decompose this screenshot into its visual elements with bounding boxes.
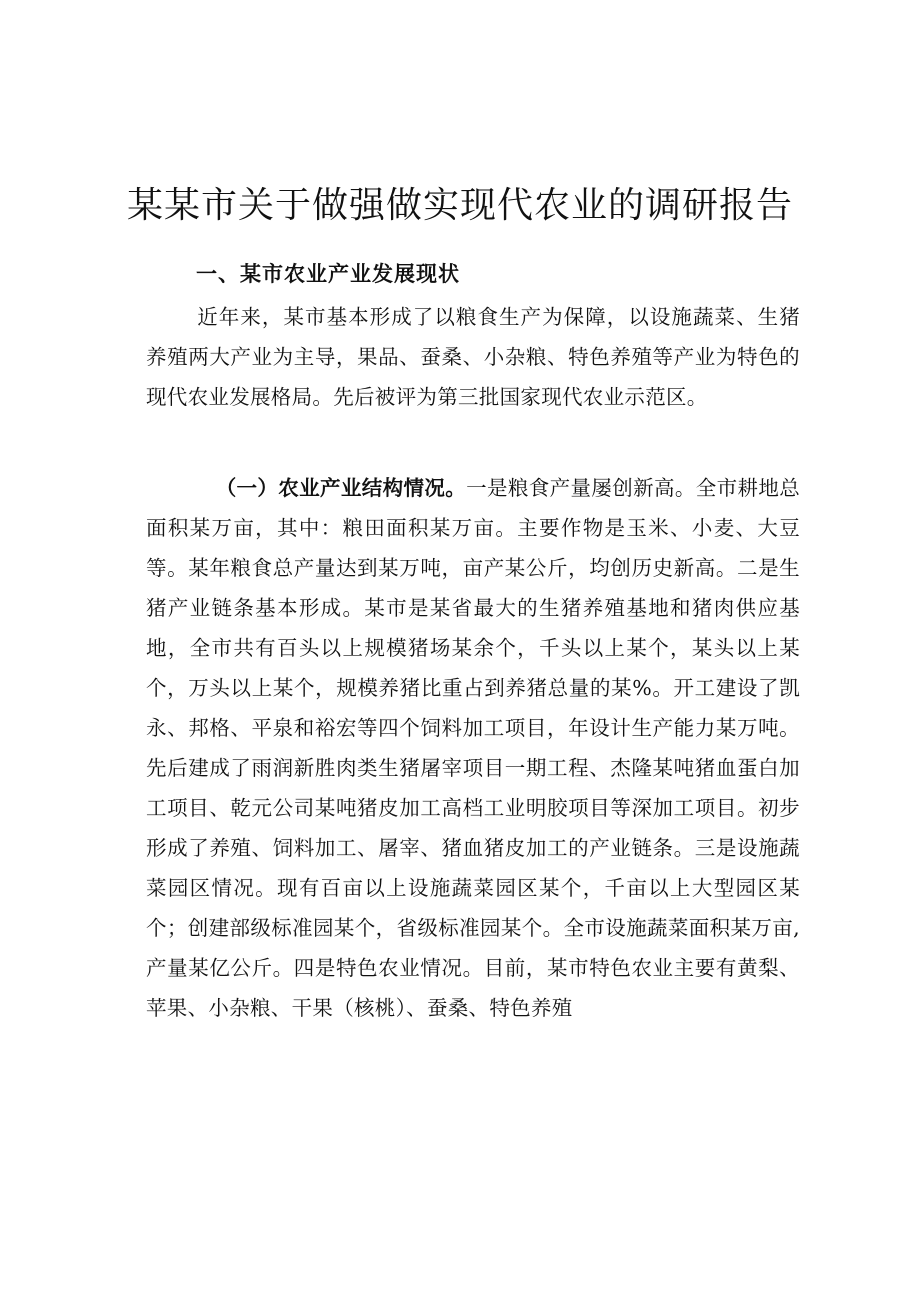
- subsection-paragraph: [146, 468, 800, 1028]
- document-title: 某某市关于做强做实现代农业的调研报告: [126, 185, 793, 227]
- subsection-lead: （一）农业产业结构情况。: [215, 476, 467, 500]
- section-heading: 一、某市农业产业发展现状: [196, 262, 460, 286]
- intro-paragraph: 近年来，某市基本形成了以粮食生产为保障，以设施蔬菜、生猪养殖两大产业为主导，果品、蚕桑、小杂粮、特色养殖等产业为特色的现代农业发展格局。先后被评为第三批国家现代农业示范区。: [146, 305, 800, 409]
- subsection-text: 一是粮食产量屡创新高。全市耕地总面积某万亩，其中：粮田面积某万亩。主要作物是玉米、小麦、大豆等。某年粮食总产量达到某万吨，亩产某公斤，均创历史新高。二是生猪产业链条基本形成。某市是某省最大的生猪养殖基地和猪肉供应基地，全市共有百头以上规模猪场某余个，千头以上某个，某头以上某个，万头以上某个，规模养猪比重占到养猪总量的某%。开工建设了凯永、邦格、平泉和裕宏等四个饲料加工项目，年设计生产能力某万吨。先后建成了雨润新胜肉类生猪屠宰项目一期工程、杰隆某吨猪血蛋白加工项目、乾元公司某吨猪皮加工高档工业明胶项目等深加工项目。初步形成了养殖、饲料加工、屠宰、猪血猪皮加工的产业链条。三是设施蔬菜园区情况。现有百亩以上设施蔬菜园区某个，千亩以上大型园区某个；创建部级标准园某个，省级标准园某个。全市设施蔬菜面积某万亩,产量某亿公斤。四是特色农业情况。目前，某市特色农业主要有黄梨、苹果、小杂粮、干果（核桃）、蚕桑、特色养殖: [146, 476, 800, 1020]
